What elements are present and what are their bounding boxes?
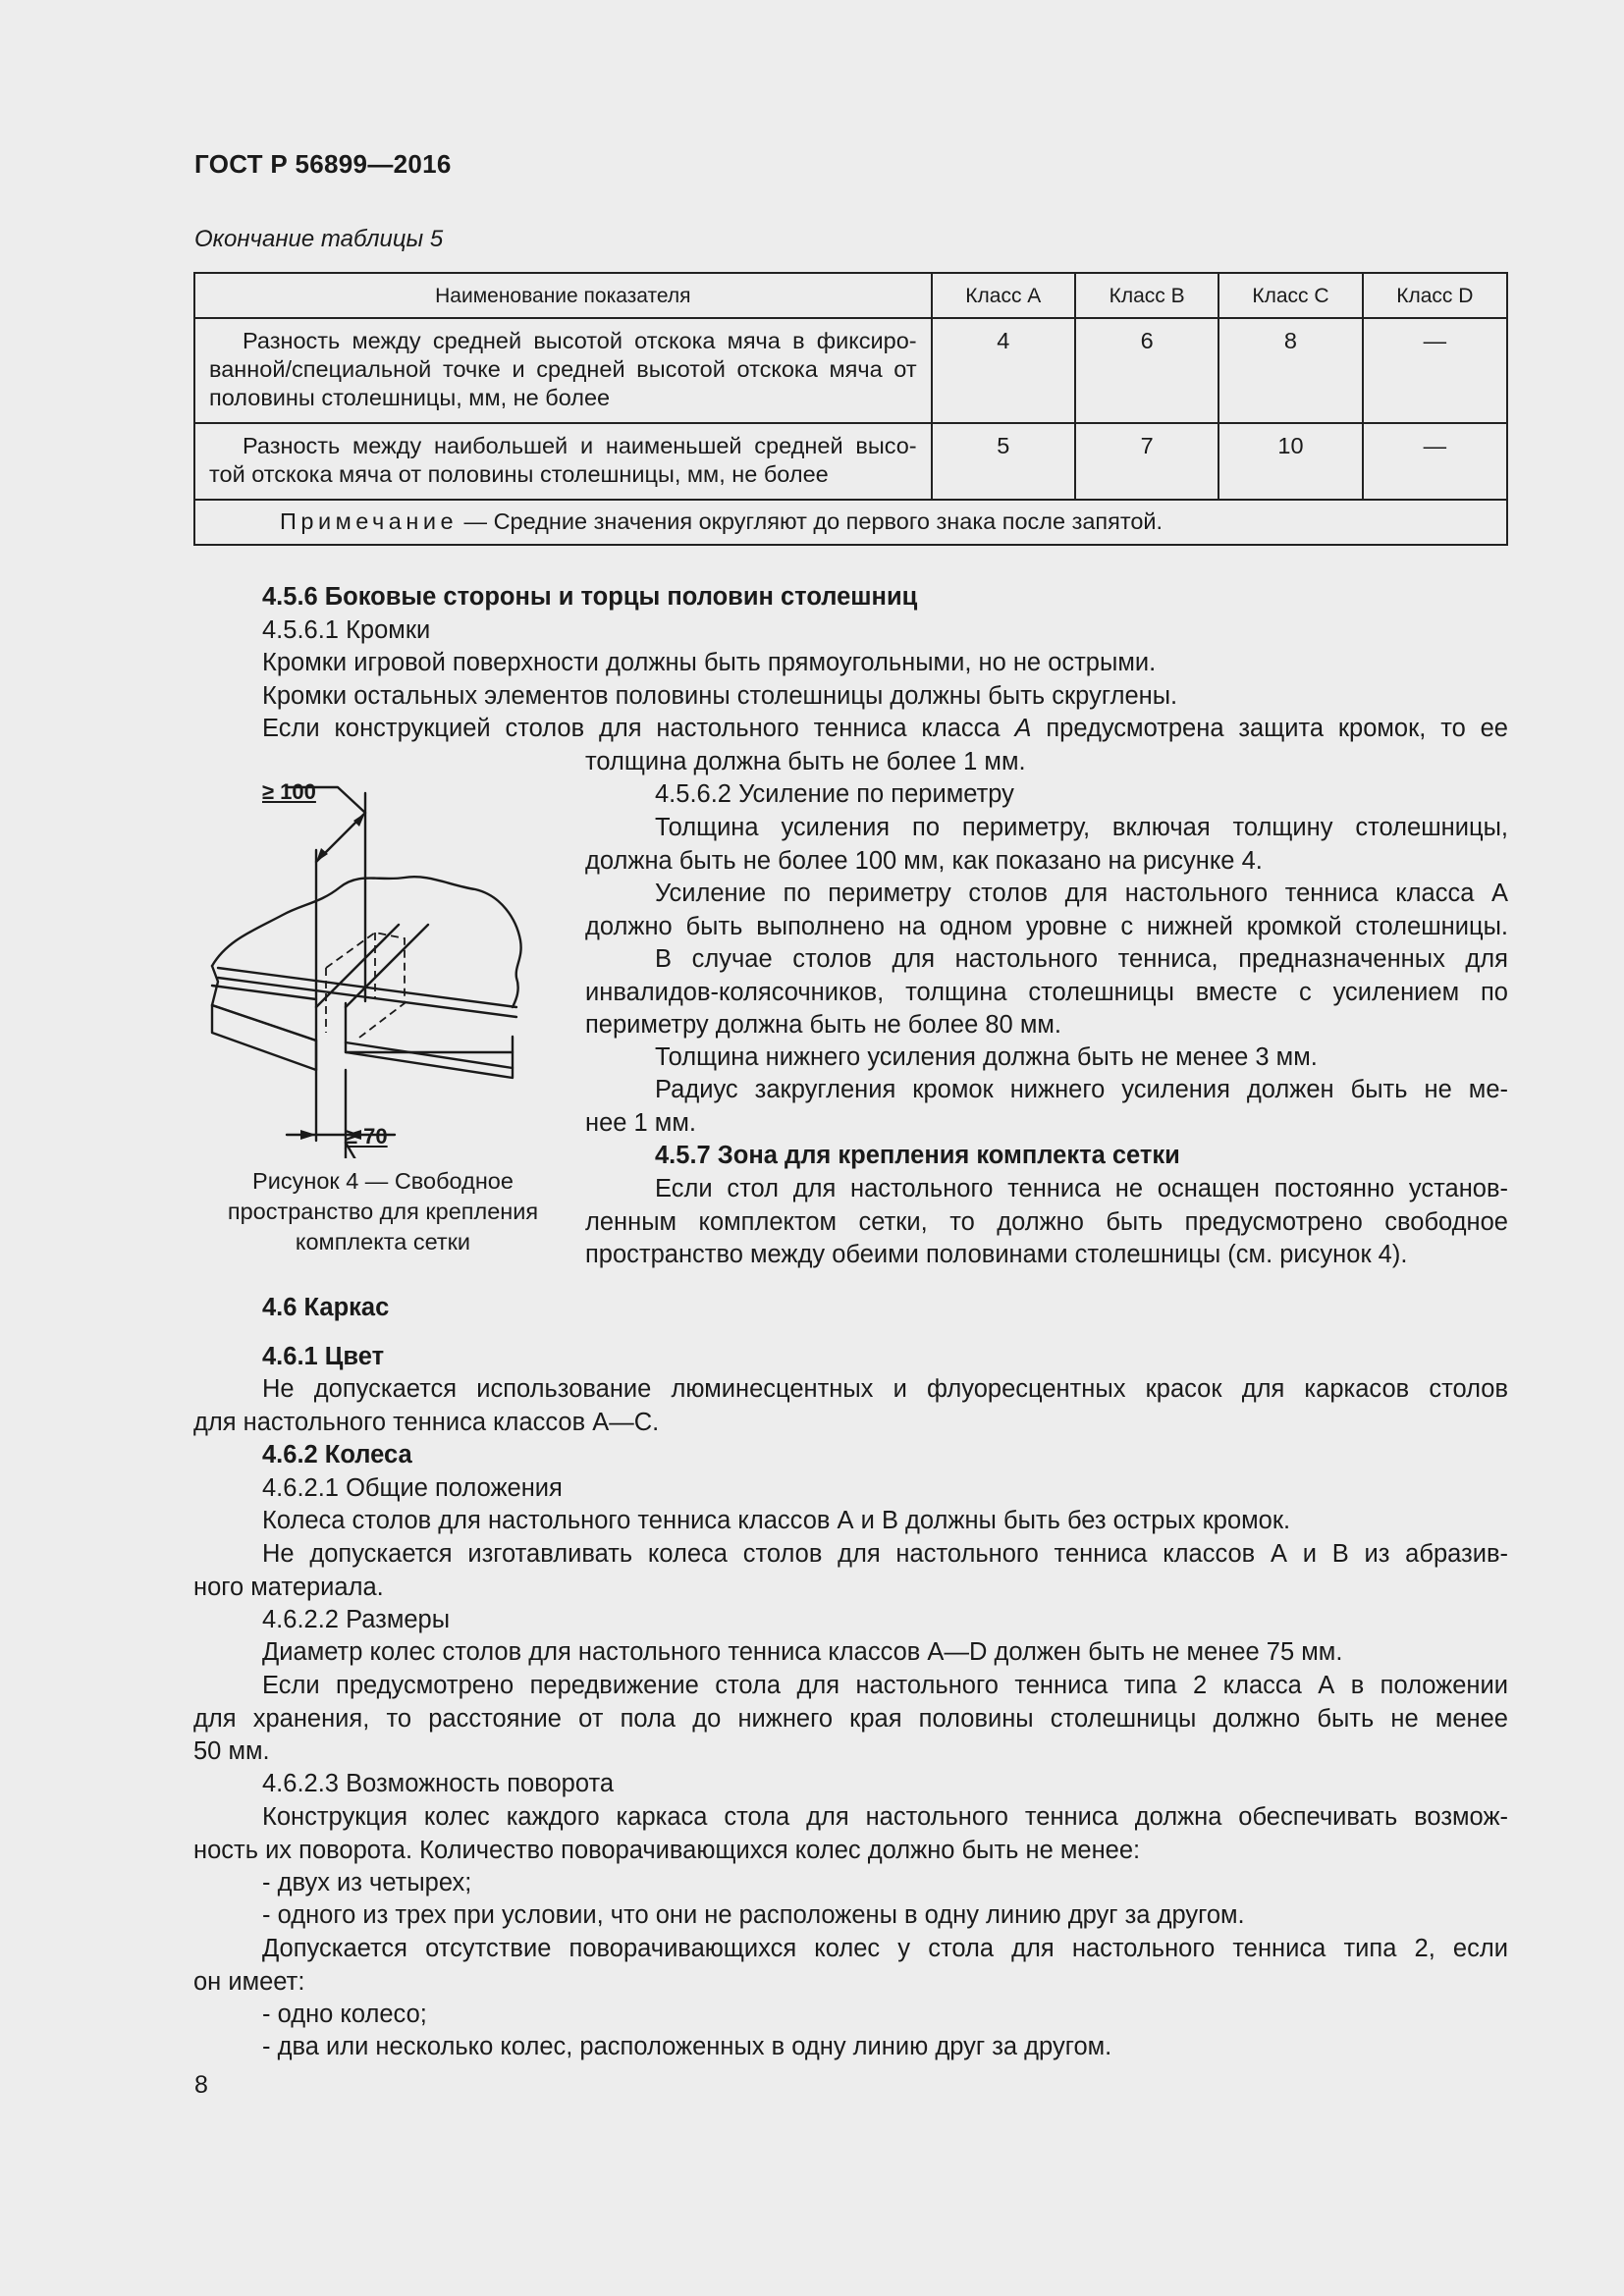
cell-class-b: 6 xyxy=(1075,318,1218,423)
paragraph xyxy=(193,1933,1508,1999)
cell-class-d: — xyxy=(1363,318,1507,423)
paragraph-line: инвалидов-колясочников, толщина столешницы вместе с усилением по xyxy=(585,978,1508,1006)
paragraph xyxy=(585,943,1508,1042)
paragraph-line: для хранения, то расстояние от пола до нижнего края половины столешницы должно быть не менее xyxy=(193,1704,1508,1733)
paragraph xyxy=(585,1173,1508,1272)
paragraph: Колеса столов для настольного тенниса классов А и В должны быть без острых кромок. xyxy=(262,1507,1291,1534)
list-item: - два или несколько колес, расположенных в одну линию друг за другом. xyxy=(262,2033,1112,2060)
list-item: - одно колесо; xyxy=(262,2001,427,2028)
paragraph-line: ного материала. xyxy=(193,1573,384,1601)
cell-class-c: 10 xyxy=(1218,423,1362,500)
list-item: - одного из трех при условии, что они не расположены в одну линию друг за другом. xyxy=(262,1901,1245,1929)
paragraph xyxy=(193,1538,1508,1604)
paragraph xyxy=(585,1074,1508,1140)
table-row xyxy=(194,423,1507,500)
paragraph-line: Толщина усиления по периметру, включая толщину столешницы, xyxy=(655,814,1508,841)
paragraph-line: В случае столов для настольного тенниса, предназначенных для xyxy=(655,945,1508,973)
cell-class-b: 7 xyxy=(1075,423,1218,500)
page-number: 8 xyxy=(194,2071,208,2099)
paragraph xyxy=(585,812,1508,878)
text-run: Если конструкцией столов для настольного тенниса класса xyxy=(262,715,1001,742)
row-name-line: Разность между средней высотой отскока мяча в фиксиро- xyxy=(243,328,917,353)
class-letter: А xyxy=(1014,715,1032,742)
col-header-class-c: Класс С xyxy=(1218,273,1362,318)
paragraph-line: 50 мм. xyxy=(193,1737,270,1765)
paragraph-line: Не допускается изготавливать колеса столов для настольного тенниса классов А и В из абразив- xyxy=(262,1540,1508,1568)
paragraph-line: периметру должна быть не более 80 мм. xyxy=(585,1011,1061,1039)
col-header-name: Наименование показателя xyxy=(194,273,932,318)
caption-line: комплекта сетки xyxy=(295,1229,471,1255)
note-label: Примечание xyxy=(280,508,459,534)
section-4-5-7-title: 4.5.7 Зона для крепления комплекта сетки xyxy=(655,1142,1180,1169)
paragraph-line: Усиление по периметру столов для настольного тенниса класса А xyxy=(655,880,1508,907)
paragraph: Кромки игровой поверхности должны быть прямоугольными, но не острыми. xyxy=(262,649,1157,676)
row-name-cell xyxy=(194,423,932,500)
table-caption: Окончание таблицы 5 xyxy=(194,226,444,252)
table-note-row xyxy=(194,500,1507,545)
section-4-6-title: 4.6 Каркас xyxy=(262,1294,390,1321)
cell-class-d: — xyxy=(1363,423,1507,500)
subsection-4-6-2-3: 4.6.2.3 Возможность поворота xyxy=(262,1770,615,1797)
paragraph xyxy=(193,1670,1508,1769)
paragraph xyxy=(193,1801,1508,1867)
subsection-4-5-6-2: 4.5.6.2 Усиление по периметру xyxy=(655,780,1014,808)
paragraph-line: должно быть выполнено на одном уровне с нижней кромкой столешницы. xyxy=(585,912,1508,940)
paragraph-line: для настольного тенниса классов А—С. xyxy=(193,1408,660,1436)
paragraph xyxy=(193,1373,1508,1439)
paragraph-line: ленным комплектом сетки, то должно быть предусмотрено свободное xyxy=(585,1207,1508,1236)
subsection-4-6-2-2: 4.6.2.2 Размеры xyxy=(262,1606,451,1633)
table-note xyxy=(194,500,1507,545)
document-id: ГОСТ Р 56899—2016 xyxy=(194,149,452,179)
table-header-row xyxy=(194,273,1507,318)
paragraph-line: Не допускается использование люминесцентных и флуоресцентных красок для каркасов столов xyxy=(262,1375,1508,1403)
paragraph-line: Если стол для настольного тенниса не оснащен постоянно установ- xyxy=(655,1175,1508,1202)
table-5 xyxy=(193,272,1508,546)
row-name-line: ванной/специальной точке и средней высотой отскока мяча от xyxy=(209,356,917,382)
paragraph-line: должна быть не более 100 мм, как показано на рисунке 4. xyxy=(585,846,1263,875)
caption-line: пространство для крепления xyxy=(227,1199,539,1224)
cell-class-a: 4 xyxy=(932,318,1075,423)
dimension-bottom-label: ≥ 70 xyxy=(346,1124,388,1148)
paragraph-line: толщина должна быть не более 1 мм. xyxy=(585,748,1026,775)
cell-class-a: 5 xyxy=(932,423,1075,500)
table-row xyxy=(194,318,1507,423)
paragraph-line: пространство между обеими половинами столешницы (см. рисунок 4). xyxy=(585,1241,1408,1268)
cell-class-c: 8 xyxy=(1218,318,1362,423)
paragraph-line: Допускается отсутствие поворачивающихся колес у стола для настольного тенниса типа 2, если xyxy=(262,1935,1508,1962)
paragraph-line: нее 1 мм. xyxy=(585,1108,696,1137)
paragraph xyxy=(262,713,1508,746)
subsection-4-5-6-1: 4.5.6.1 Кромки xyxy=(262,616,431,644)
paragraph-line: ность их поворота. Количество поворачивающихся колес должно быть не менее: xyxy=(193,1836,1141,1864)
caption-line: Рисунок 4 — Свободное xyxy=(252,1168,514,1194)
row-name-cell xyxy=(194,318,932,423)
dimension-top-label: ≥ 100 xyxy=(262,779,316,804)
paragraph: Толщина нижнего усиления должна быть не менее 3 мм. xyxy=(655,1043,1318,1071)
paragraph-line: Радиус закругления кромок нижнего усиления должен быть не ме- xyxy=(655,1076,1508,1103)
col-header-class-a: Класс А xyxy=(932,273,1075,318)
col-header-class-b: Класс В xyxy=(1075,273,1218,318)
section-4-6-2-title: 4.6.2 Колеса xyxy=(262,1441,412,1468)
paragraph-line xyxy=(262,713,1508,746)
row-name-line: половины столешницы, мм, не более xyxy=(209,385,611,410)
subsection-4-6-2-1: 4.6.2.1 Общие положения xyxy=(262,1474,563,1502)
row-name-line: Разность между наибольшей и наименьшей средней высо- xyxy=(243,433,917,458)
figure-4-drawing xyxy=(192,775,526,1158)
paragraph xyxy=(585,878,1508,943)
col-header-class-d: Класс D xyxy=(1363,273,1507,318)
paragraph-line: он имеет: xyxy=(193,1967,305,1996)
note-text: — Средние значения округляют до первого знака после запятой. xyxy=(458,508,1164,534)
paragraph: Кромки остальных элементов половины столешницы должны быть скруглены. xyxy=(262,682,1178,710)
section-4-5-6-title: 4.5.6 Боковые стороны и торцы половин столешниц xyxy=(262,583,918,611)
text-run: предусмотрена защита кромок, то ее xyxy=(1046,715,1508,742)
list-item: - двух из четырех; xyxy=(262,1869,472,1896)
paragraph-line: Если предусмотрено передвижение стола для настольного тенниса типа 2 класса А в положении xyxy=(262,1672,1508,1699)
section-4-6-1-title: 4.6.1 Цвет xyxy=(262,1343,385,1370)
row-name-line: той отскока мяча от половины столешницы, мм, не более xyxy=(209,461,829,487)
figure-4-caption xyxy=(196,1166,569,1257)
paragraph: Диаметр колес столов для настольного тенниса классов А—D должен быть не менее 75 мм. xyxy=(262,1638,1343,1666)
paragraph-line: Конструкция колес каждого каркаса стола для настольного тенниса должна обеспечивать возмож- xyxy=(262,1803,1508,1831)
